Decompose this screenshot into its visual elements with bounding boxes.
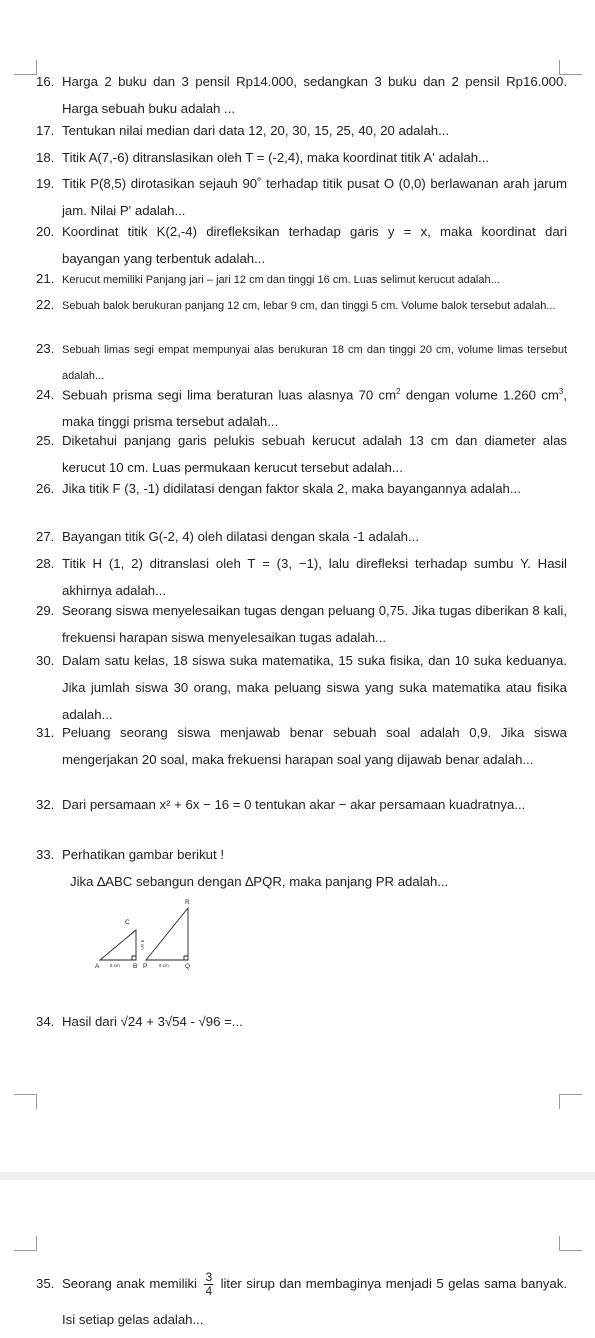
page-gap bbox=[0, 1172, 595, 1180]
question-text: Perhatikan gambar berikut ! bbox=[62, 847, 224, 862]
question-text: Tentukan nilai median dari data 12, 20, 30, 15, 25, 40, 20 adalah... bbox=[62, 123, 450, 138]
question-30: 30. Dalam satu kelas, 18 siswa suka matematika, 15 suka fisika, dan 10 suka keduanya. Jika jumlah siswa 30 orang, maka peluang siswa yang suka matematika atau fisika adalah... bbox=[36, 653, 567, 722]
question-text: Diketahui panjang garis pelukis sebuah kerucut adalah 13 cm dan diameter alas kerucut 10 cm. Luas permukaan kerucut tersebut adalah... bbox=[62, 433, 567, 475]
question-33: 33. Perhatikan gambar berikut ! Jika ∆ABC sebangun dengan ∆PQR, maka panjang PR adalah... bbox=[36, 847, 449, 889]
corner-mark bbox=[559, 1236, 582, 1251]
question-text: Hasil dari √24 + 3√54 - √96 =... bbox=[62, 1014, 243, 1029]
label-pq: 9 cm bbox=[159, 963, 169, 968]
question-23: 23. Sebuah limas segi empat mempunyai alas berukuran 18 cm dan tinggi 20 cm, volume limas tersebut adalah... bbox=[36, 341, 567, 382]
question-21: 21. Kerucut memiliki Panjang jari – jari 12 cm dan tinggi 16 cm. Luas selimut kerucut adalah... bbox=[36, 271, 500, 286]
label-bc: 8 cm bbox=[140, 940, 145, 950]
similar-triangles-figure bbox=[92, 896, 202, 976]
question-17: 17. Tentukan nilai median dari data 12, 20, 30, 15, 25, 40, 20 adalah... bbox=[36, 123, 450, 138]
question-25: 25. Diketahui panjang garis pelukis sebuah kerucut adalah 13 cm dan diameter alas kerucut 10 cm. Luas permukaan kerucut tersebut adalah... bbox=[36, 433, 567, 475]
label-ab: 6 cm bbox=[110, 963, 120, 968]
label-q: Q bbox=[185, 963, 191, 970]
triangle-abc bbox=[100, 930, 136, 960]
corner-mark bbox=[14, 1236, 37, 1251]
question-text: Dari persamaan x² + 6x − 16 = 0 tentukan akar − akar persamaan kuadratnya... bbox=[62, 797, 526, 812]
question-24: 24. Sebuah prisma segi lima beraturan luas alasnya 70 $cm^2$ dengan volume 1.260 $cm^3$, maka tinggi prisma tersebut adalah... bbox=[36, 387, 567, 430]
question-text: Titik P(8,5) dirotasikan sejauh 90˚ terhadap titik pusat O (0,0) berlawanan arah jarum jam. Nilai P' adalah... bbox=[62, 176, 567, 218]
corner-mark bbox=[559, 1094, 582, 1109]
question-text: Kerucut memiliki Panjang jari – jari 12 cm dan tinggi 16 cm. Luas selimut kerucut adalah... bbox=[62, 274, 500, 286]
question-27: 27. Bayangan titik G(-2, 4) oleh dilatasi dengan skala -1 adalah... bbox=[36, 529, 420, 544]
question-18: 18. Titik A(7,-6) ditranslasikan oleh T = (-2,4), maka koordinat titik A' adalah... bbox=[36, 150, 490, 165]
label-c: C bbox=[125, 919, 130, 926]
corner-mark bbox=[14, 1094, 37, 1109]
label-b: B bbox=[133, 963, 138, 970]
question-34: 34. Hasil dari √24 + 3√54 - √96 =... bbox=[36, 1014, 243, 1029]
question-text: Jika titik F (3, -1) didilatasi dengan faktor skala 2, maka bayangannya adalah... bbox=[62, 481, 521, 496]
question-text: Sebuah limas segi empat mempunyai alas berukuran 18 cm dan tinggi 20 cm, volume limas tersebut adalah... bbox=[62, 344, 567, 382]
question-text: Seorang siswa menyelesaikan tugas dengan peluang 0,75. Jika tugas diberikan 8 kali, frekuensi harapan siswa menyelesaikan tugas adalah... bbox=[62, 603, 567, 645]
question-text: Peluang seorang siswa menjawab benar sebuah soal adalah 0,9. Jika siswa mengerjakan 20 soal, maka frekuensi harapan soal yang dijawab benar adalah... bbox=[62, 725, 567, 767]
label-r: R bbox=[185, 899, 190, 906]
question-text: Sebuah balok berukuran panjang 12 cm, lebar 9 cm, dan tinggi 5 cm. Volume balok tersebut adalah... bbox=[62, 300, 556, 312]
question-19: 19. Titik P(8,5) dirotasikan sejauh 90˚ terhadap titik pusat O (0,0) berlawanan arah jarum jam. Nilai P' adalah... bbox=[36, 176, 567, 218]
question-16: 16. Harga 2 buku dan 3 pensil Rp14.000, sedangkan 3 buku dan 2 pensil Rp16.000. Harga sebuah buku adalah ... bbox=[36, 74, 567, 116]
question-20: 20. Koordinat titik K(2,-4) direfleksikan terhadap garis y = x, maka koordinat dari bayangan yang terbentuk adalah... bbox=[36, 224, 567, 266]
question-text: Titik H (1, 2) ditranslasi oleh T = (3, −1), lalu direfleksi terhadap sumbu Y. Hasil akhirnya adalah... bbox=[62, 556, 567, 598]
question-text-2: Jika ∆ABC sebangun dengan ∆PQR, maka panjang PR adalah... bbox=[70, 874, 449, 889]
question-31: 31. Peluang seorang siswa menjawab benar sebuah soal adalah 0,9. Jika siswa mengerjakan 20 soal, maka frekuensi harapan soal yang dijawab benar adalah... bbox=[36, 725, 567, 767]
question-26: 26. Jika titik F (3, -1) didilatasi dengan faktor skala 2, maka bayangannya adalah... bbox=[36, 481, 521, 496]
question-28: 28. Titik H (1, 2) ditranslasi oleh T = (3, −1), lalu direfleksi terhadap sumbu Y. Hasil akhirnya adalah... bbox=[36, 556, 567, 598]
corner-mark bbox=[14, 60, 37, 75]
question-text: Harga 2 buku dan 3 pensil Rp14.000, sedangkan 3 buku dan 2 pensil Rp16.000. Harga sebuah buku adalah ... bbox=[62, 74, 567, 116]
question-text: Bayangan titik G(-2, 4) oleh dilatasi dengan skala -1 adalah... bbox=[62, 529, 420, 544]
fraction: $\frac{3}{4}$ bbox=[205, 1270, 213, 1299]
question-text: Dalam satu kelas, 18 siswa suka matematika, 15 suka fisika, dan 10 suka keduanya. Jika jumlah siswa 30 orang, maka peluang siswa yang suka matematika atau fisika adalah... bbox=[62, 653, 567, 722]
question-text: Koordinat titik K(2,-4) direfleksikan terhadap garis y = x, maka koordinat dari bayangan yang terbentuk adalah... bbox=[62, 224, 567, 266]
question-text: Titik A(7,-6) ditranslasikan oleh T = (-2,4), maka koordinat titik A' adalah... bbox=[62, 150, 490, 165]
question-22: 22. Sebuah balok berukuran panjang 12 cm, lebar 9 cm, dan tinggi 5 cm. Volume balok tersebut adalah... bbox=[36, 297, 556, 312]
label-p: P bbox=[143, 963, 148, 970]
question-29: 29. Seorang siswa menyelesaikan tugas dengan peluang 0,75. Jika tugas diberikan 8 kali, frekuensi harapan siswa menyelesaikan tugas adalah... bbox=[36, 603, 567, 645]
label-a: A bbox=[95, 963, 100, 970]
question-35: 35. Seorang anak memiliki $\frac{3}{4}$ liter sirup dan membaginya menjadi 5 gelas sama banyak. Isi setiap gelas adalah... bbox=[36, 1270, 567, 1327]
question-32: 32. Dari persamaan x² + 6x − 16 = 0 tentukan akar − akar persamaan kuadratnya... bbox=[36, 797, 526, 812]
triangle-pqr bbox=[146, 908, 188, 960]
